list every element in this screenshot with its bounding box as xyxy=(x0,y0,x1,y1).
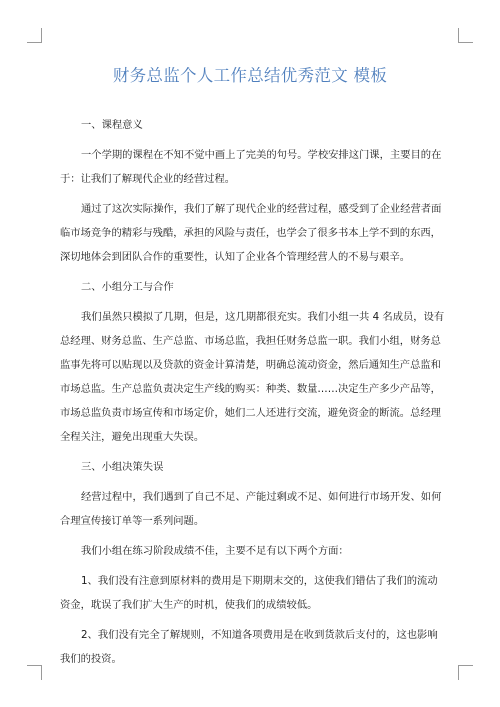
document-title: 财务总监个人工作总结优秀范文 模板 xyxy=(112,66,388,85)
crop-mark-top-left xyxy=(27,28,42,43)
paragraph-line: 我们的投资。 xyxy=(60,653,122,665)
paragraph-line: 1、我们没有注意到原材料的费用是下期期末交的，这使我们错估了我们的流动 xyxy=(81,575,438,587)
paragraph-line: 市场总监负责市场宣传和市场定价，她们二人还进行交流，避免资金的断流。总经理 xyxy=(60,407,441,419)
section-heading: 二、小组分工与合作 xyxy=(81,281,174,293)
paragraph-line: 总经理、财务总监、生产总监、市场总监，我担任财务总监一职。我们小组，财务总 xyxy=(60,335,441,347)
paragraph-line: 2、我们没有完全了解规则，不知道各项费用是在收到货款后支付的，这也影响 xyxy=(81,629,438,641)
paragraph-line: 合理宣传接订单等一系列问题。 xyxy=(60,515,205,527)
paragraph-line: 经营过程中，我们遇到了自己不足、产能过剩或不足、如何进行市场开发、如何 xyxy=(81,491,442,503)
paragraph-line: 监事先将可以贴现以及贷款的资金计算清楚，明确总流动资金，然后通知生产总监和 xyxy=(60,359,441,371)
paragraph-line: 一个学期的课程在不知不觉中画上了完美的句号。学校安排这门课，主要目的在 xyxy=(81,149,442,161)
paragraph-line: 通过了这次实际操作，我们了解了现代企业的经营过程，感受到了企业经营者面 xyxy=(81,203,442,215)
paragraph-line: 临市场竞争的精彩与残酷，承担的风险与责任，也学会了很多书本上学不到的东西， xyxy=(60,227,441,239)
section-heading: 三、小组决策失误 xyxy=(81,461,164,473)
paragraph-line: 资金，耽误了我们扩大生产的时机，使我们的成绩较低。 xyxy=(60,599,318,611)
paragraph-line: 于：让我们了解现代企业的经营过程。 xyxy=(60,173,236,185)
crop-mark-bottom-right xyxy=(458,665,473,680)
paragraph-line: 我们小组在练习阶段成绩不佳，主要不足有以下两个方面： xyxy=(81,545,349,557)
paragraph-line: 深切地体会到团队合作的重要性，认知了企业各个管理经营人的不易与艰辛。 xyxy=(60,251,411,263)
paragraph-line: 我们虽然只模拟了几期，但是，这几期都很充实。我们小组一共 4 名成员，设有 xyxy=(81,311,445,323)
crop-mark-top-right xyxy=(458,28,473,43)
paragraph-line: 市场总监。生产总监负责决定生产线的购买：种类、数量……决定生产多少产品等， xyxy=(60,383,441,395)
crop-mark-bottom-left xyxy=(27,665,42,680)
paragraph-line: 全程关注，避免出现重大失误。 xyxy=(60,431,205,443)
document-body xyxy=(60,113,448,671)
section-heading: 一、课程意义 xyxy=(81,119,143,131)
